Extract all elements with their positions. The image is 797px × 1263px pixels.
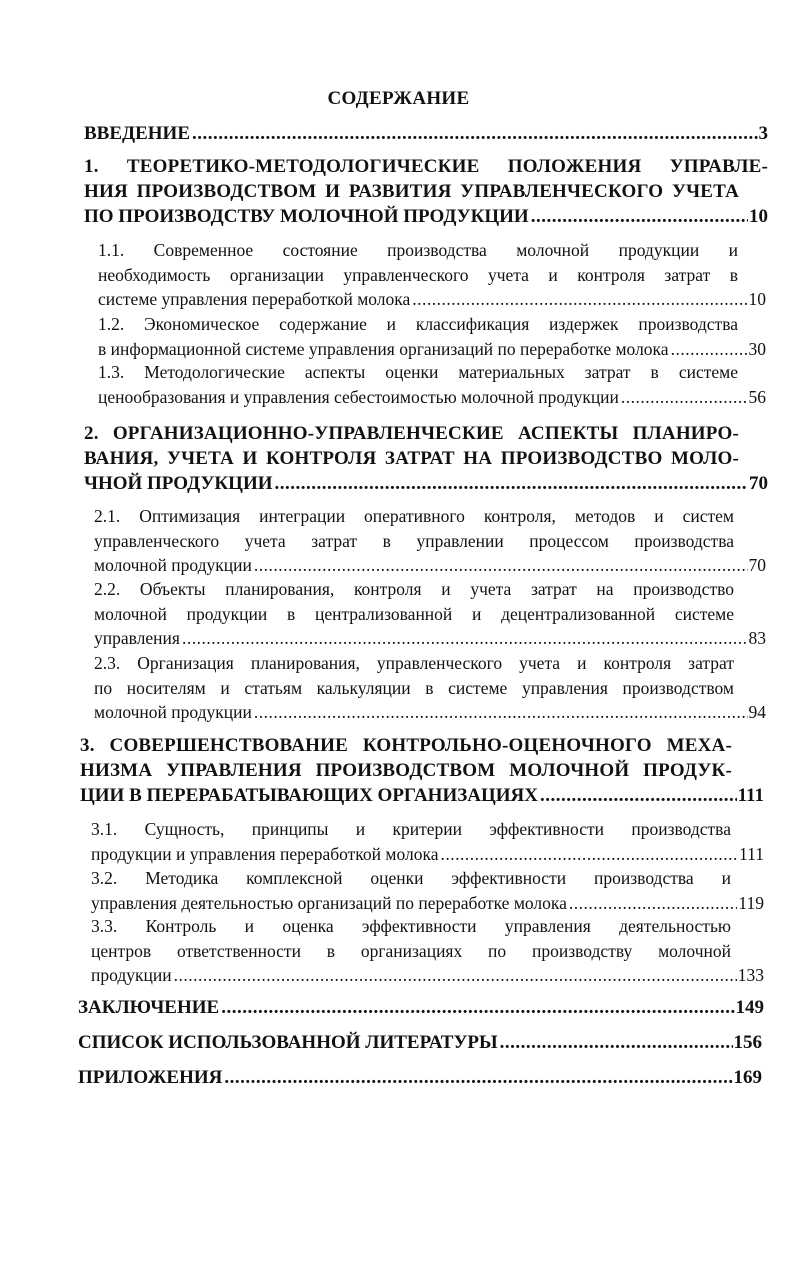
toc-page-number: 83 [748,628,766,648]
toc-entry-conclusion[interactable] [78,995,764,1020]
toc-entry-text-line: системе управления переработкой молока [98,289,411,309]
dot-leader [224,1065,732,1090]
toc-entry-chapter-1[interactable] [84,154,768,229]
toc-entry-text-line: 2. ОРГАНИЗАЦИОННО-УПРАВЛЕНЧЕСКИЕ АСПЕКТЫ ПЛАНИРО- [84,423,739,444]
toc-entry-text-line: НИЗМА УПРАВЛЕНИЯ ПРОИЗВОДСТВОМ МОЛОЧНОЙ ПРОДУК- [80,760,732,781]
toc-entry-text-line: 3. СОВЕРШЕНСТВОВАНИЕ КОНТРОЛЬНО-ОЦЕНОЧНОГО МЕХА- [80,735,732,756]
toc-entry-text-line: 3.3. Контроль и оценка эффективности управления деятельностью [91,916,731,936]
toc-page-number: 119 [738,892,764,913]
dot-leader [412,287,747,312]
toc-entry-text-line: по носителям и статьям калькуляции в системе управления производством [94,677,734,698]
toc-entry-text-line: управления [94,628,180,648]
toc-entry-section-3-2[interactable] [91,866,764,915]
toc-page-number: 10 [749,206,768,227]
toc-page-number: 3 [758,123,768,144]
toc-entry-text-line: 1.3. Методологические аспекты оценки материальных затрат в системе [98,362,738,382]
toc-entry-text-line: 2.1. Оптимизация интеграции оперативного контроля, методов и систем [94,506,734,526]
toc-entry-text-line: ценообразования и управления себестоимостью молочной продукции [98,386,619,407]
toc-entry-label: ЗАКЛЮЧЕНИЕ [78,997,220,1018]
dot-leader [540,783,737,808]
dot-leader [671,337,748,362]
toc-entry-text-line: молочной продукции [94,702,252,722]
toc-entry-text-line: 3.1. Сущность, принципы и критерии эффективности производства [91,819,731,839]
toc-entry-section-1-3[interactable] [98,360,766,409]
toc-entry-text-line: 1. ТЕОРЕТИКО-МЕТОДОЛОГИЧЕСКИЕ ПОЛОЖЕНИЯ УПРАВЛЕ- [84,156,768,177]
dot-leader [254,553,748,578]
toc-entry-section-2-3[interactable] [94,651,766,725]
toc-page-number: 94 [748,702,766,722]
toc-entry-text-line: молочной продукции в централизованной и децентрализованной системе [94,603,734,624]
dot-leader [500,1030,733,1055]
toc-page-number: 133 [737,965,764,985]
toc-entry-label: СПИСОК ИСПОЛЬЗОВАННОЙ ЛИТЕРАТУРЫ [78,1032,498,1053]
toc-entry-section-3-3[interactable] [91,914,764,988]
toc-page-number: 156 [733,1032,762,1053]
toc-entry-text-line: молочной продукции [94,555,252,575]
toc-entry-text-line: ВАНИЯ, УЧЕТА И КОНТРОЛЯ ЗАТРАТ НА ПРОИЗВОДСТВО МОЛО- [84,448,739,469]
dot-leader [254,700,748,725]
toc-entry-text-line: продукции [91,965,172,985]
toc-page-number: 56 [748,386,766,407]
toc-entry-text-line: центров ответственности в организациях по производству молочной [91,940,731,961]
toc-entry-text-line: необходимость организации управленческого учета и контроля затрат в [98,264,738,285]
toc-entry-text-line: управленческого учета затрат в управлении процессом производства [94,530,734,551]
toc-entry-chapter-3[interactable] [80,733,764,808]
toc-entry-section-1-2[interactable] [98,312,766,361]
toc-page-number: 169 [733,1067,762,1088]
toc-entry-text-line: 2.3. Организация планирования, управленческого учета и контроля затрат [94,653,734,673]
toc-entry-appendices[interactable] [78,1065,762,1090]
toc-entry-section-2-1[interactable] [94,504,766,578]
toc-entry-introduction[interactable] [84,121,768,146]
toc-entry-text-line: ПО ПРОИЗВОДСТВУ МОЛОЧНОЙ ПРОДУКЦИИ [84,206,529,227]
toc-entry-chapter-2[interactable] [84,421,768,496]
toc-page-number: 30 [748,338,766,359]
toc-entry-text-line: в информационной системе управления организаций по переработке молока [98,338,669,359]
toc-page-number: 111 [739,843,764,864]
dot-leader [440,842,738,867]
toc-entry-text-line: 1.1. Современное состояние производства молочной продукции и [98,240,738,260]
toc-entry-text-line: продукции и управления переработкой молока [91,843,439,864]
toc-page-number: 149 [735,997,764,1018]
dot-leader [182,626,748,651]
dot-leader [621,385,748,410]
toc-entry-text-line: 2.2. Объекты планирования, контроля и учета затрат на производство [94,579,734,599]
toc-page-number: 70 [748,555,766,575]
toc-entry-text-line: 3.2. Методика комплексной оценки эффективности производства и [91,868,731,888]
toc-entry-text-line: ЦИИ В ПЕРЕРАБАТЫВАЮЩИХ ОРГАНИЗАЦИЯХ [80,785,538,806]
dot-leader [531,204,748,229]
toc-page-number: 111 [737,785,764,806]
toc-page-number: 10 [748,289,766,309]
dot-leader [275,471,749,496]
dot-leader [192,121,758,146]
toc-entry-label: ПРИЛОЖЕНИЯ [78,1067,223,1088]
page-title: СОДЕРЖАНИЕ [327,88,470,109]
dot-leader [569,891,737,916]
toc-entry-text-line: НИЯ ПРОИЗВОДСТВОМ И РАЗВИТИЯ УПРАВЛЕНЧЕСКОГО УЧЕТА [84,181,739,202]
toc-entry-references[interactable] [78,1030,762,1055]
dot-leader [174,963,737,988]
toc-entry-text-line: управления деятельностью организаций по переработке молока [91,892,567,913]
toc-entry-section-1-1[interactable] [98,238,766,312]
toc-entry-section-3-1[interactable] [91,817,764,866]
toc-entry-text-line: 1.2. Экономическое содержание и классификация издержек производства [98,314,738,334]
toc-entry-section-2-2[interactable] [94,577,766,651]
toc-entry-text-line: ЧНОЙ ПРОДУКЦИИ [84,473,273,494]
dot-leader [221,995,734,1020]
toc-page-number: 70 [749,473,768,494]
toc-entry-label: ВВЕДЕНИЕ [84,123,190,144]
